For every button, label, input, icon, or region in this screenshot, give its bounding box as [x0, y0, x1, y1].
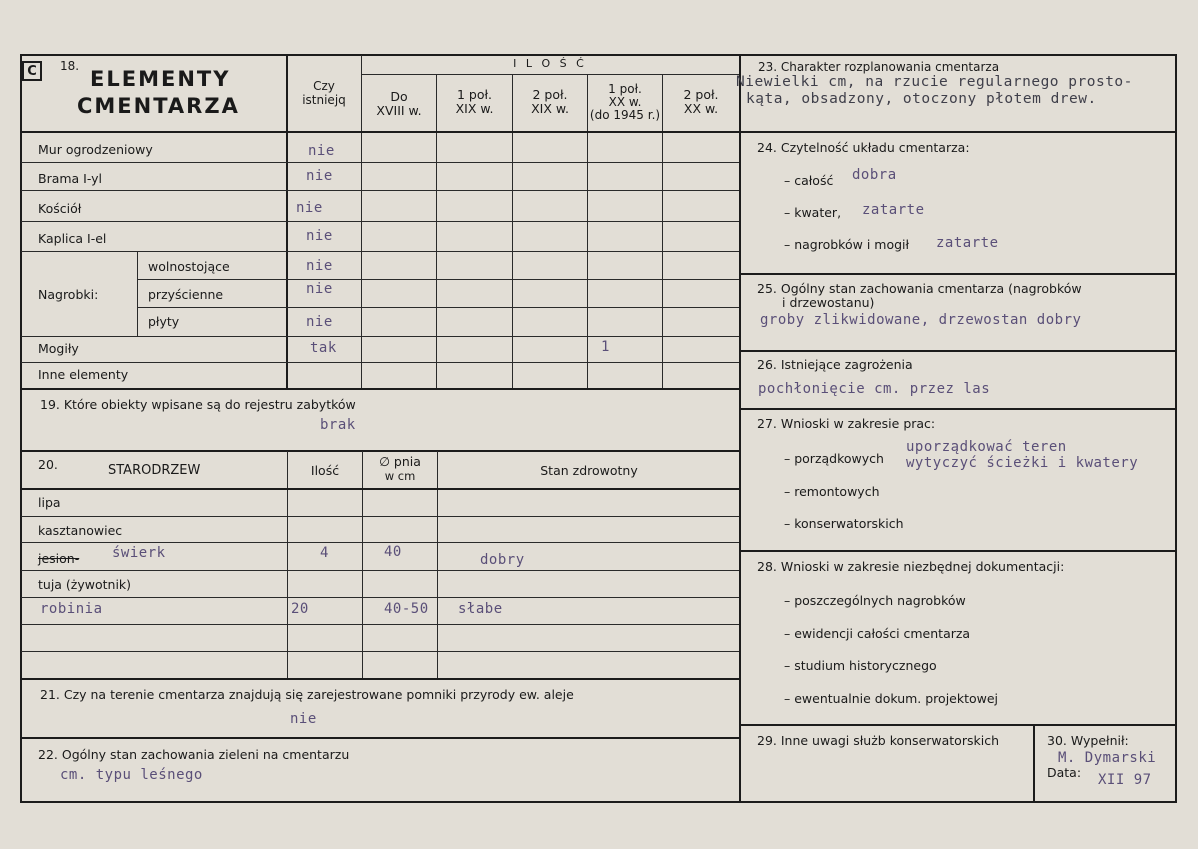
swierk-ilosc: 4	[320, 545, 329, 561]
section24-nagrobkow-value: zatarte	[936, 235, 999, 251]
section18-number: 18.	[60, 59, 80, 73]
kosciol-exists: nie	[296, 200, 323, 216]
row-plyty: płyty	[148, 314, 180, 329]
section21-label: 21. Czy na terenie cmentarza znajdują się zarejestrowane pomniki przyrody ew. aleje	[40, 687, 574, 702]
row-inne: Inne elementy	[38, 367, 129, 382]
przyscienne-exists: nie	[306, 281, 333, 297]
section19-label: 19. Które obiekty wpisane są do rejestru zabytków	[40, 397, 356, 412]
tree-lipa: lipa	[38, 495, 61, 510]
col-xx1-header: 1 poł. XX w. (do 1945 r.)	[589, 82, 661, 122]
section24-label: 24. Czytelność układu cmentarza:	[757, 140, 970, 155]
section30-date: XII 97	[1098, 772, 1152, 788]
section20-number: 20.	[38, 457, 58, 472]
section26-label: 26. Istniejące zagrożenia	[757, 357, 913, 372]
section27-porzadkowych-label: – porządkowych	[784, 451, 884, 466]
row-nagrobki: Nagrobki:	[38, 287, 99, 302]
section23-line2: kąta, obsadzony, otoczony płotem drew.	[746, 91, 1097, 107]
col-xix1-header: 1 poł. XIX w.	[455, 87, 494, 117]
section24-calosc-value: dobra	[852, 167, 897, 183]
section19-value: brak	[320, 417, 356, 433]
robinia-ilosc: 20	[291, 601, 309, 617]
section29-label: 29. Inne uwagi służb konserwatorskich	[757, 733, 999, 748]
swierk-stan: dobry	[480, 552, 525, 568]
section27-value1: uporządkować teren	[906, 439, 1067, 455]
tree-robinia: robinia	[40, 601, 103, 617]
section18-title-line1: ELEMENTY	[90, 67, 231, 91]
kaplica-exists: nie	[306, 228, 333, 244]
section25-label2: i drzewostanu)	[782, 295, 875, 310]
section26-value: pochłonięcie cm. przez las	[758, 381, 991, 397]
tree-kasztanowiec: kasztanowiec	[38, 523, 123, 538]
section24-kwater-label: – kwater,	[784, 205, 842, 220]
swierk-pnia: 40	[384, 544, 402, 560]
tree-tuja: tuja (żywotnik)	[38, 577, 132, 592]
section24-kwater-value: zatarte	[862, 202, 925, 218]
section25-value: groby zlikwidowane, drzewostan dobry	[760, 312, 1082, 328]
robinia-pnia: 40-50	[384, 601, 429, 617]
section20-title: STARODRZEW	[108, 463, 201, 478]
plyty-exists: nie	[306, 314, 333, 330]
diameter-symbol: ∅ pnia	[379, 454, 421, 469]
section20-col-ilosc: Ilość	[310, 463, 340, 478]
section20-col-stan: Stan zdrowotny	[540, 463, 638, 478]
form-code-box: C	[22, 61, 42, 81]
section30-label: 30. Wypełnił:	[1047, 733, 1129, 748]
section27-value2: wytyczyć ścieżki i kwatery	[906, 455, 1139, 471]
section28-item-studium: – studium historycznego	[784, 658, 937, 673]
section30-date-label: Data:	[1047, 765, 1082, 780]
row-przyscienne: przyścienne	[148, 287, 224, 302]
ilosc-header: I L O Ś Ć	[513, 57, 587, 70]
section28-item-ewidencji: – ewidencji całości cmentarza	[784, 626, 971, 641]
wolnostojace-exists: nie	[306, 258, 333, 274]
section24-nagrobkow-label: – nagrobków i mogił	[784, 237, 910, 252]
tree-swierk: świerk	[112, 545, 166, 561]
section27-konserwatorskich-label: – konserwatorskich	[784, 516, 904, 531]
row-wolnostojace: wolnostojące	[148, 259, 230, 274]
col-xviii-header: Do XVIII w.	[376, 89, 422, 119]
section20-col-pnia	[362, 455, 438, 484]
section27-label: 27. Wnioski w zakresie prac:	[757, 416, 936, 431]
row-kaplica: Kaplica I-el	[38, 231, 107, 246]
section22-label: 22. Ogólny stan zachowania zieleni na cmentarzu	[38, 747, 350, 762]
section25-label1: 25. Ogólny stan zachowania cmentarza (nagrobków	[757, 281, 1082, 296]
section28-label: 28. Wnioski w zakresie niezbędnej dokumentacji:	[757, 559, 1065, 574]
section28-item-projektowej: – ewentualnie dokum. projektowej	[784, 691, 999, 706]
mur-exists: nie	[308, 143, 335, 159]
col-xix2-header: 2 poł. XIX w.	[531, 87, 569, 117]
mogily-xx1-count: 1	[601, 339, 610, 355]
brama-exists: nie	[306, 168, 333, 184]
row-brama: Brama I-yl	[38, 171, 103, 186]
section30-value: M. Dymarski	[1058, 750, 1157, 766]
col-xx2-header: 2 poł. XX w.	[683, 87, 719, 117]
tree-jesion: jesion-	[38, 551, 80, 566]
section23-label: 23. Charakter rozplanowania cmentarza	[758, 60, 1000, 74]
section21-value: nie	[290, 711, 317, 727]
mogily-exists: tak	[310, 340, 337, 356]
col-exists-header: Czy istniejq	[302, 79, 346, 107]
robinia-stan: słabe	[458, 601, 503, 617]
section27-remontowych-label: – remontowych	[784, 484, 880, 499]
section24-calosc-label: – całość	[784, 173, 834, 188]
row-mogily: Mogiły	[38, 341, 79, 356]
section22-value: cm. typu leśnego	[60, 767, 203, 783]
section28-item-nagrobkow: – poszczególnych nagrobków	[784, 593, 966, 608]
row-kosciol: Kościół	[38, 201, 82, 216]
section23-line1: Niewielki cm, na rzucie regularnego prosto-	[736, 74, 1133, 90]
section18-title-line2: CMENTARZA	[77, 94, 240, 118]
diameter-unit: w cm	[384, 469, 416, 484]
row-mur: Mur ogrodzeniowy	[38, 142, 153, 157]
